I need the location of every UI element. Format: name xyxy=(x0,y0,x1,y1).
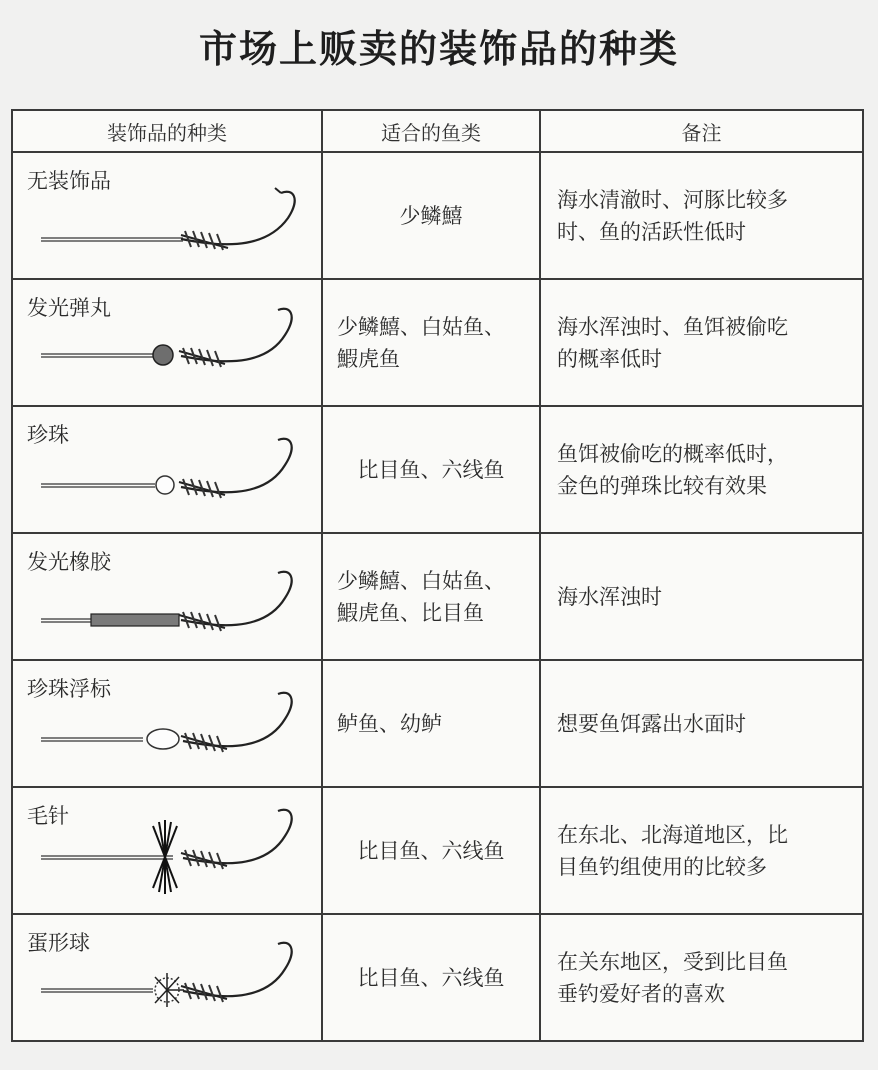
decoration-cell xyxy=(12,914,322,1041)
glow-rubber-illustration xyxy=(13,534,321,659)
pearl-float-illustration xyxy=(13,661,321,786)
note-cell xyxy=(540,787,863,914)
table-row xyxy=(12,406,863,533)
fish-cell xyxy=(322,914,540,1041)
note-text: 海水浑浊时 xyxy=(557,584,662,609)
note-text: 海水清澈时、河豚比较多 时、鱼的活跃性低时 xyxy=(557,187,788,244)
glow-ball-illustration xyxy=(13,280,321,405)
fish-cell xyxy=(322,406,540,533)
decoration-name: 珍珠浮标 xyxy=(27,677,111,701)
note-text: 鱼饵被偷吃的概率低时， 金色的弹珠比较有效果 xyxy=(557,441,788,498)
table-row xyxy=(12,660,863,787)
decoration-name: 毛针 xyxy=(27,804,69,828)
note-cell xyxy=(540,279,863,406)
fish-text: 少鳞鱚 xyxy=(399,203,463,228)
decoration-cell xyxy=(12,533,322,660)
note-cell xyxy=(540,660,863,787)
header-decoration: 装饰品的种类 xyxy=(12,110,322,152)
fish-text: 鲈鱼、幼鲈 xyxy=(337,711,442,736)
note-text: 想要鱼饵露出水面时 xyxy=(557,711,746,736)
decoration-name: 珍珠 xyxy=(27,423,69,447)
note-cell xyxy=(540,152,863,279)
note-cell xyxy=(540,914,863,1041)
decoration-name: 无装饰品 xyxy=(27,169,111,193)
note-text: 海水浑浊时、鱼饵被偷吃 的概率低时 xyxy=(557,314,788,371)
decoration-name: 蛋形球 xyxy=(27,931,90,955)
note-text: 在关东地区，受到比目鱼 垂钓爱好者的喜欢 xyxy=(557,949,788,1006)
note-cell xyxy=(540,533,863,660)
fish-cell xyxy=(322,533,540,660)
header-fish: 适合的鱼类 xyxy=(322,110,540,152)
note-cell xyxy=(540,406,863,533)
fish-text: 比目鱼、六线鱼 xyxy=(357,457,505,482)
decoration-cell xyxy=(12,279,322,406)
decoration-table xyxy=(11,109,864,1042)
egg-ball-illustration xyxy=(13,915,321,1040)
fish-cell xyxy=(322,152,540,279)
fish-text: 比目鱼、六线鱼 xyxy=(357,838,505,863)
decoration-name: 发光橡胶 xyxy=(27,550,111,574)
table-row xyxy=(12,533,863,660)
header-note: 备注 xyxy=(540,110,863,152)
decoration-name: 发光弹丸 xyxy=(27,296,111,320)
page-title: 市场上贩卖的装饰品的种类 xyxy=(198,27,679,71)
table-row xyxy=(12,787,863,914)
fish-cell xyxy=(322,660,540,787)
table-row xyxy=(12,914,863,1041)
fish-text: 少鳞鱚、白姑鱼、 鰕虎鱼 xyxy=(337,314,505,371)
pearl-illustration xyxy=(13,407,321,532)
fish-cell xyxy=(322,279,540,406)
decoration-cell xyxy=(12,787,322,914)
decoration-cell xyxy=(12,152,322,279)
table-row xyxy=(12,279,863,406)
decoration-cell xyxy=(12,406,322,533)
hair-needle-illustration xyxy=(13,788,321,913)
table-header-row xyxy=(12,110,863,152)
fish-text: 比目鱼、六线鱼 xyxy=(357,965,505,990)
fish-text: 少鳞鱚、白姑鱼、 鰕虎鱼、比目鱼 xyxy=(337,568,505,625)
table-row xyxy=(12,152,863,279)
note-text: 在东北、北海道地区，比 目鱼钓组使用的比较多 xyxy=(557,822,788,879)
plain-hook-illustration xyxy=(13,153,321,278)
fish-cell xyxy=(322,787,540,914)
decoration-cell xyxy=(12,660,322,787)
